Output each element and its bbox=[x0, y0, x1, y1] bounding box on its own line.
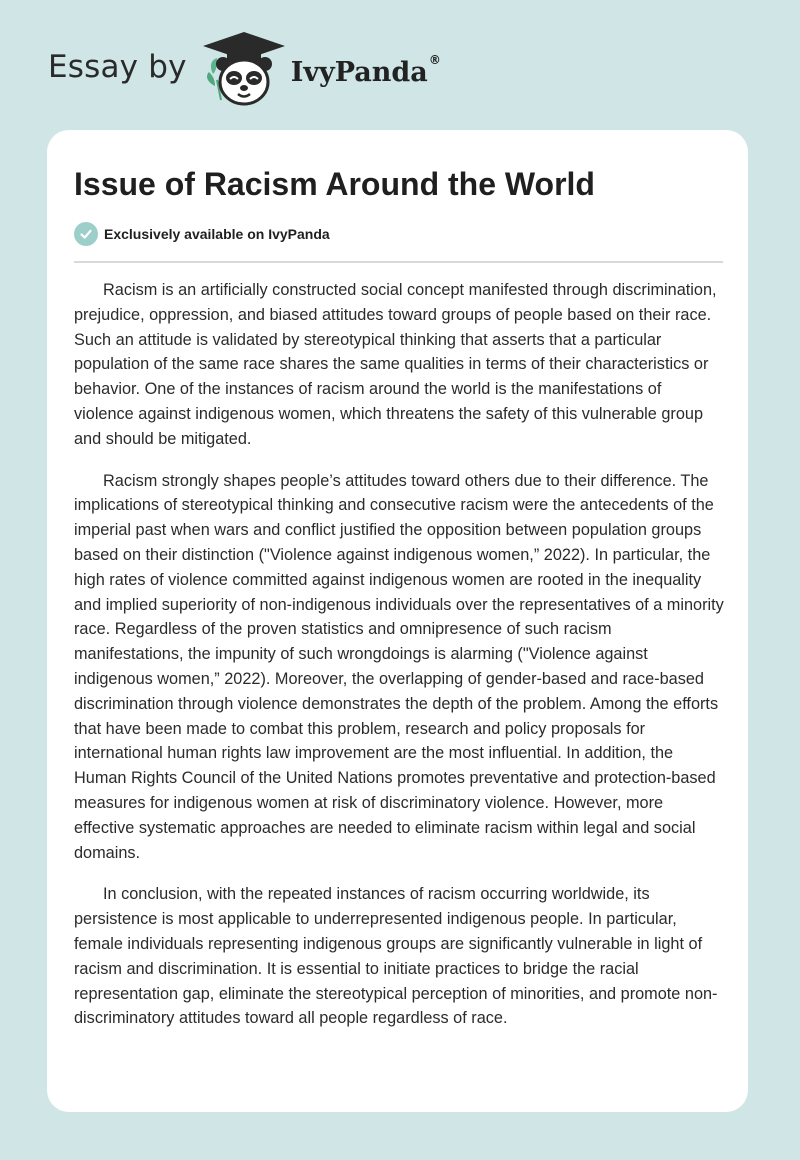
check-icon bbox=[74, 222, 98, 246]
exclusive-badge bbox=[74, 222, 330, 246]
divider bbox=[74, 261, 723, 263]
essay-title: Issue of Racism Around the World bbox=[74, 166, 595, 202]
brand-prefix: Essay by bbox=[48, 49, 187, 85]
essay-body bbox=[74, 278, 724, 1048]
badge-label: Exclusively available on IvyPanda bbox=[104, 226, 330, 242]
brand-name: IvyPanda® bbox=[290, 52, 441, 88]
paragraph: Racism is an artificially constructed social concept manifested through discrimination, prejudice, oppression, and biased attitudes toward groups of people based on their race. Such an attitude is validated by stereotypical thinking that asserts that a particular population of the same race shares the same qualities in terms of their characteristics or behavior. One of the instances of racism around the world is the manifestations of violence against indigenous women, which threatens the safety of this vulnerable group and should be mitigated. bbox=[74, 281, 717, 448]
brand-header[interactable] bbox=[48, 30, 441, 110]
paragraph: In conclusion, with the repeated instances of racism occurring worldwide, its persistence is most applicable to underrepresented indigenous people. In particular, female individuals representing indigenous groups are significantly vulnerable in light of racism and discrimination. It is essential to initiate practices to bridge the racial representation gap, eliminate the stereotypical perception of minorities, and promote non-discriminatory attitudes toward all people regardless of race. bbox=[74, 885, 718, 1028]
essay-card bbox=[47, 130, 748, 1112]
paragraph: Racism strongly shapes people’s attitudes toward others due to their difference. The implications of stereotypical thinking and consecutive racism were the antecedents of the imperial past when wars and conflict justified the opposition between population groups based on their distinction ("Violence against indigenous women,” 2022). In particular, the high rates of violence committed against indigenous women are rooted in the inequality and implied superiority of non-indigenous individuals over the representatives of a minority race. Regardless of the proven statistics and omnipresence of such racism manifestations, the impunity of such wrongdoings is alarming ("Violence against indigenous women,” 2022). Moreover, the overlapping of gender-based and race-based discrimination through violence demonstrates the depth of the problem. Among the efforts that have been made to combat this problem, research and policy proposals for international human rights law improvement are the most influential. In addition, the Human Rights Council of the United Nations promotes preventative and protection-based measures for indigenous women at risk of discriminatory violence. However, more effective systematic approaches are needed to eliminate racism within legal and social domains. bbox=[74, 471, 724, 862]
panda-logo-icon bbox=[199, 30, 289, 110]
